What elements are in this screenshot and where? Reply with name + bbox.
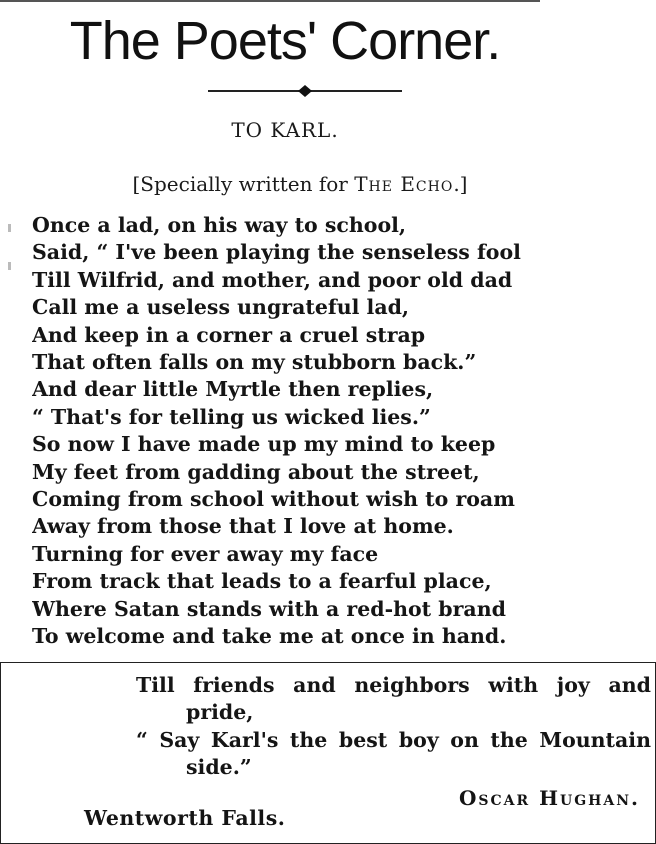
poem-line: From track that leads to a fearful place, [32, 569, 492, 594]
dedication-note [0, 172, 600, 196]
author-location: Wentworth Falls. [84, 806, 286, 830]
poem-line: To welcome and take me at once in hand. [32, 624, 507, 649]
poem-line: “ Say Karl's the best boy on the Mountain [136, 727, 651, 752]
poem-line: Said, “ I've been playing the senseless fool [32, 240, 521, 265]
poem-line: side.” [186, 755, 252, 780]
poem-line: “ That's for telling us wicked lies.” [32, 404, 431, 429]
poem-body [32, 212, 572, 662]
margin-mark [8, 262, 11, 270]
poem-continuation [136, 672, 651, 782]
poem-line: Coming from school without wish to roam [32, 487, 515, 512]
poem-line: And dear little Myrtle then replies, [32, 377, 434, 402]
column-masthead: The Poets' Corner. [69, 11, 501, 71]
margin-mark [8, 224, 11, 232]
note-suffix: .] [453, 172, 468, 196]
poem-line: And keep in a corner a cruel strap [32, 322, 426, 347]
poem-line: So now I have made up my mind to keep [32, 432, 496, 457]
poem-line: Once a lad, on his way to school, [32, 213, 407, 237]
publication-name: The Echo [354, 172, 454, 196]
poem-title: TO KARL. [231, 118, 339, 142]
poem-line: Where Satan stands with a red-hot brand [32, 596, 506, 621]
poem-line: Till Wilfrid, and mother, and poor old dad [32, 267, 513, 292]
poem-line: Call me a useless ungrateful lad, [32, 295, 410, 320]
poem-line: My feet from gadding about the street, [32, 459, 480, 484]
poem-line: Away from those that I love at home. [32, 514, 454, 539]
top-rule [0, 0, 540, 2]
poem-line: Till friends and neighbors with joy and [136, 673, 651, 697]
poem-line: That often falls on my stubborn back.” [32, 350, 477, 375]
poem-line: pride, [186, 700, 254, 725]
ornament-divider [208, 84, 402, 98]
author-signature: Oscar Hughan. [458, 786, 640, 810]
note-prefix: [Specially written for [132, 172, 355, 196]
poem-line: Turning for ever away my face [32, 541, 379, 566]
